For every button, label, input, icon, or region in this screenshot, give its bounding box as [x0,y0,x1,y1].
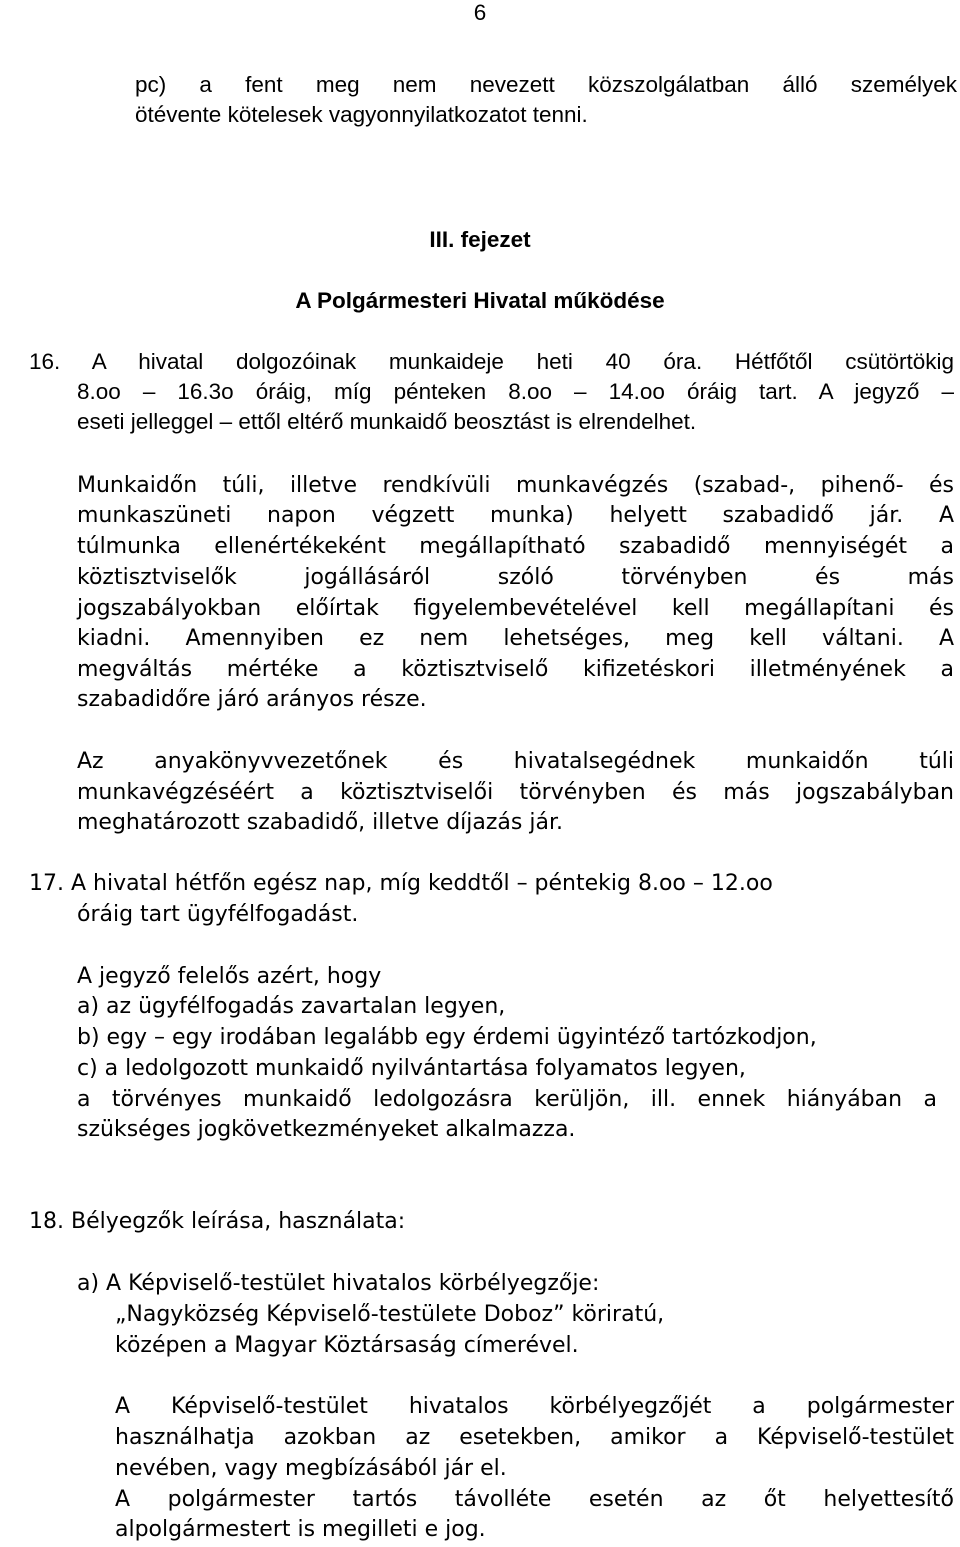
section17-item-c: c) a ledolgozott munkaidő nyilvántartása folyamatos legyen, [77,1056,746,1081]
section18-item-a-line-3: középen a Magyar Köztársaság címerével. [115,1333,579,1358]
section17-para2-line-5: a törvényes munkaidő ledolgozásra kerüljön, ill. ennek hiányában a [77,1087,937,1112]
section16-para2-line-5: jogszabályokban előírtak figyelembevételével kell megállapítani és [77,596,954,621]
section16-para3-line-1: Az anyakönyvvezetőnek és hivatalsegédnek munkaidőn túli [77,749,954,774]
section16-para2-line-2: munkaszüneti napon végzett munka) helyett szabadidő jár. A [77,503,954,528]
section17-line-1: 17. A hivatal hétfőn egész nap, míg keddtől – péntekig 8.oo – 12.oo [29,871,773,896]
page-number: 6 [473,0,487,25]
section16-line-1: 16. A hivatal dolgozóinak munkaideje heti 40 óra. Hétfőtől csütörtökig [29,349,954,374]
section16-para2-line-8: szabadidőre járó arányos része. [77,687,427,712]
section16-para2-line-4: köztisztviselők jogállásáról szóló törvényben és más [77,565,954,590]
section18-para2-line-4: A polgármester tartós távolléte esetén az őt helyettesítő [115,1487,954,1512]
section18-para2-line-3: nevében, vagy megbízásából jár el. [115,1456,507,1481]
section18-para2-line-1: A Képviselő-testület hivatalos körbélyegzőjét a polgármester [115,1394,954,1419]
chapter-number: III. fejezet [429,227,531,252]
section18-para2-line-2: használhatja azokban az esetekben, amikor a Képviselő-testület [115,1425,954,1450]
section17-line-2: óráig tart ügyfélfogadást. [77,902,359,927]
item-pc-line-2: ötévente kötelesek vagyonnyilatkozatot tenni. [135,102,588,127]
section16-para2-line-3: túlmunka ellenértékeként megállapítható szabadidő mennyiségét a [77,534,954,559]
section16-para3-line-2: munkavégzéséért a köztisztviselői törvényben és más jogszabályban [77,780,954,805]
section16-para2-line-7: megváltás mértéke a köztisztviselő kifizetéskori illetményének a [77,657,954,682]
chapter-title: A Polgármesteri Hivatal működése [295,288,665,313]
section16-line-2: 8.oo – 16.3o óráig, míg pénteken 8.oo – 14.oo óráig tart. A jegyző – [77,379,954,404]
section18-para2-line-5: alpolgármestert is megilleti e jog. [115,1517,486,1542]
section18-item-a-line-2: „Nagyközség Képviselő-testülete Doboz” köriratú, [115,1302,665,1327]
item-pc-line-1: pc) a fent meg nem nevezett közszolgálatban álló személyek [135,72,957,97]
section16-line-3: eseti jelleggel – ettől eltérő munkaidő beosztást is elrendelhet. [77,409,697,434]
section16-para2-line-6: kiadni. Amennyiben ez nem lehetséges, meg kell váltani. A [77,626,954,651]
section18-item-a-line-1: a) A Képviselő-testület hivatalos körbélyegzője: [77,1271,600,1296]
section17-para2-line-1: A jegyző felelős azért, hogy [77,964,382,989]
section17-item-b: b) egy – egy irodában legalább egy érdemi ügyintéző tartózkodjon, [77,1025,817,1050]
section18-heading: 18. Bélyegzők leírása, használata: [29,1209,406,1234]
section16-para3-line-3: meghatározott szabadidő, illetve díjazás jár. [77,810,563,835]
section17-para2-line-6: szükséges jogkövetkezményeket alkalmazza. [77,1117,576,1142]
section17-item-a: a) az ügyfélfogadás zavartalan legyen, [77,994,506,1019]
section16-para2-line-1: Munkaidőn túli, illetve rendkívüli munkavégzés (szabad-, pihenő- és [77,473,954,498]
